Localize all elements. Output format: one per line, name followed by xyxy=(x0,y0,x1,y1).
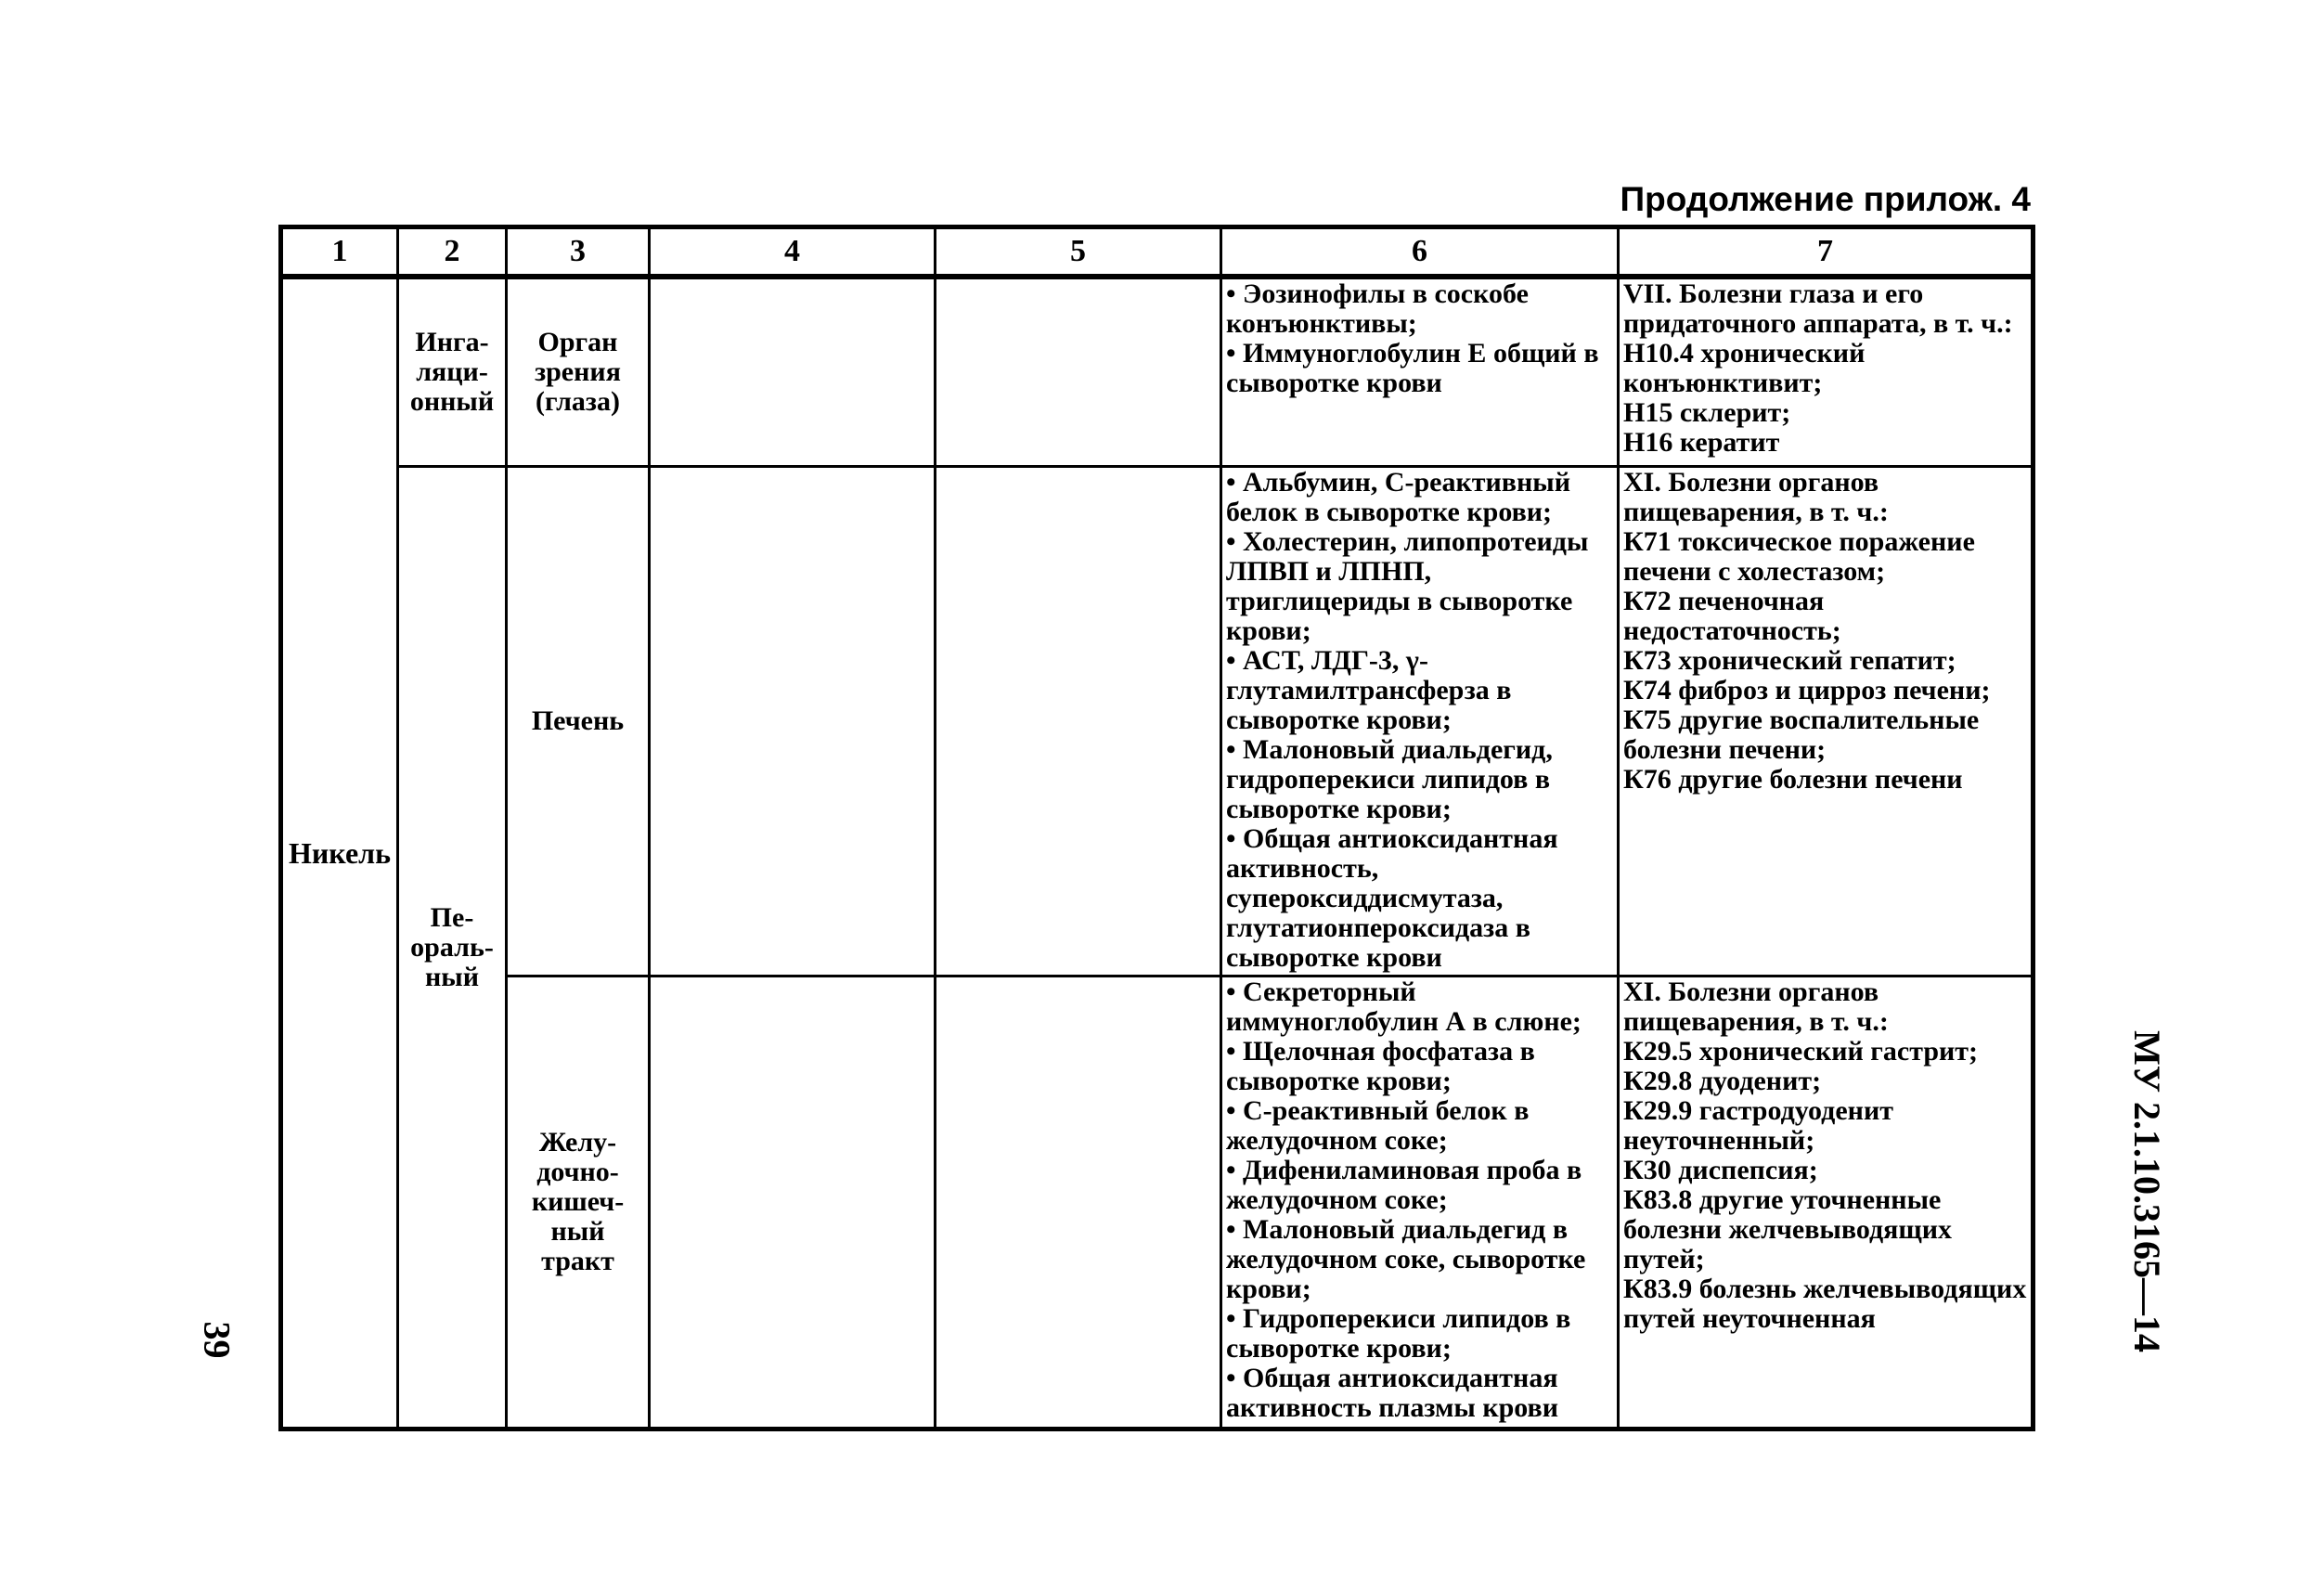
diseases-cell xyxy=(1619,467,2034,977)
disease-item: К71 токсическое поражение печени с холестазом; xyxy=(1623,526,1975,587)
marker-item: • Холестерин, липопротеиды ЛПВП и ЛПНП, триглицериды в сыворотке крови; xyxy=(1226,526,1589,646)
disease-item: Н16 кератит xyxy=(1623,427,1780,458)
disease-item: VII. Болезни глаза и его придаточного аппарата, в т. ч.: xyxy=(1623,278,2013,339)
disease-item: К75 другие воспалительные болезни печени; xyxy=(1623,705,1980,765)
organ-line: зрения xyxy=(535,356,621,387)
disease-item: К83.8 другие уточненные болезни желчевыводящих путей; xyxy=(1623,1184,1952,1274)
disease-item: XI. Болезни органов пищеварения, в т. ч.: xyxy=(1623,467,1889,527)
empty-cell xyxy=(936,977,1221,1429)
route-line: ляци- xyxy=(416,356,488,387)
disease-item: Н15 склерит; xyxy=(1623,397,1791,428)
diseases-cell xyxy=(1619,977,2034,1429)
organ-line: кишеч- xyxy=(531,1186,625,1217)
markers-cell xyxy=(1221,467,1619,977)
route-oral-cell xyxy=(398,467,507,1429)
col-header-3: 3 xyxy=(507,227,650,278)
route-inhalation-cell xyxy=(398,277,507,467)
organ-line: Печень xyxy=(531,705,625,736)
organ-line: дочно- xyxy=(536,1157,619,1187)
appendix-table xyxy=(278,225,2035,1431)
col-header-6: 6 xyxy=(1221,227,1619,278)
organ-line: тракт xyxy=(541,1246,614,1276)
marker-item: • С-реактивный белок в желудочном соке; xyxy=(1226,1095,1530,1156)
page-number: 39 xyxy=(196,1321,239,1359)
organ-cell xyxy=(507,977,650,1429)
disease-item: К30 диспепсия; xyxy=(1623,1155,1818,1185)
organ-cell xyxy=(507,277,650,467)
route-line: Инга- xyxy=(415,327,489,357)
col-header-5: 5 xyxy=(936,227,1221,278)
disease-item: К29.5 хронический гастрит; xyxy=(1623,1036,1979,1067)
marker-item: • АСТ, ЛДГ-3, γ-глутамилтрансферза в сыворотке крови; xyxy=(1226,645,1512,735)
substance-cell xyxy=(281,277,398,1429)
organ-cell xyxy=(507,467,650,977)
marker-item: • Малоновый диальдегид в желудочном соке, сыворотке крови; xyxy=(1226,1214,1586,1304)
table-row xyxy=(281,277,2034,467)
disease-item: К83.9 болезнь желчевыводящих путей неуточненная xyxy=(1623,1274,2027,1334)
route-line: Пе- xyxy=(430,901,474,933)
route-line: ный xyxy=(425,961,479,992)
document-code: МУ 2.1.10.3165—14 xyxy=(2126,1029,2169,1353)
disease-item: Н10.4 хронический конъюнктивит; xyxy=(1623,338,1866,398)
marker-item: • Альбумин, С-реактивный белок в сыворотке крови; xyxy=(1226,467,1570,527)
organ-line: ный xyxy=(550,1216,605,1247)
col-header-1: 1 xyxy=(281,227,398,278)
disease-item: К76 другие болезни печени xyxy=(1623,764,1963,795)
table-row xyxy=(281,977,2034,1429)
disease-item: К74 фиброз и цирроз печени; xyxy=(1623,675,1991,705)
disease-item: К29.8 дуоденит; xyxy=(1623,1066,1822,1096)
marker-item: • Щелочная фосфатаза в сыворотке крови; xyxy=(1226,1036,1535,1096)
substance-name: Никель xyxy=(288,836,392,870)
marker-item: • Дифениламиновая проба в желудочном соке; xyxy=(1226,1155,1582,1215)
empty-cell xyxy=(936,467,1221,977)
marker-item: • Эозинофилы в соскобе конъюнктивы; xyxy=(1226,278,1529,339)
marker-item: • Гидроперекиси липидов в сыворотке крови; xyxy=(1226,1303,1571,1364)
col-header-7: 7 xyxy=(1619,227,2034,278)
marker-item: • Малоновый диальдегид, гидроперекиси липидов в сыворотке крови; xyxy=(1226,734,1553,824)
empty-cell xyxy=(650,277,936,467)
diseases-cell xyxy=(1619,277,2034,467)
marker-item: • Секреторный иммуноглобулин А в слюне; xyxy=(1226,977,1582,1037)
organ-line: Желу- xyxy=(538,1127,617,1158)
organ-line: Орган xyxy=(537,327,618,357)
header-row xyxy=(281,227,2034,278)
disease-item: К73 хронический гепатит; xyxy=(1623,645,1956,676)
empty-cell xyxy=(650,467,936,977)
table-row xyxy=(281,467,2034,977)
markers-cell xyxy=(1221,277,1619,467)
marker-item: • Иммуноглобулин Е общий в сыворотке крови xyxy=(1226,338,1599,398)
empty-cell xyxy=(936,277,1221,467)
markers-cell xyxy=(1221,977,1619,1429)
organ-line: (глаза) xyxy=(536,386,620,417)
empty-cell xyxy=(650,977,936,1429)
continuation-label: Продолжение прилож. 4 xyxy=(1620,180,2031,218)
disease-item: К29.9 гастродуоденит неуточненный; xyxy=(1623,1095,1893,1156)
disease-item: К72 печеночная недостаточность; xyxy=(1623,586,1841,646)
col-header-2: 2 xyxy=(398,227,507,278)
marker-item: • Общая антиоксидантная активность плазмы крови xyxy=(1226,1363,1559,1423)
route-line: онный xyxy=(409,386,495,417)
col-header-4: 4 xyxy=(650,227,936,278)
marker-item: • Общая антиоксидантная активность, супероксиддисмутаза, глутатионпероксидаза в сыворотке крови xyxy=(1226,823,1558,973)
disease-item: XI. Болезни органов пищеварения, в т. ч.: xyxy=(1623,977,1889,1037)
route-line: ораль- xyxy=(410,931,494,963)
